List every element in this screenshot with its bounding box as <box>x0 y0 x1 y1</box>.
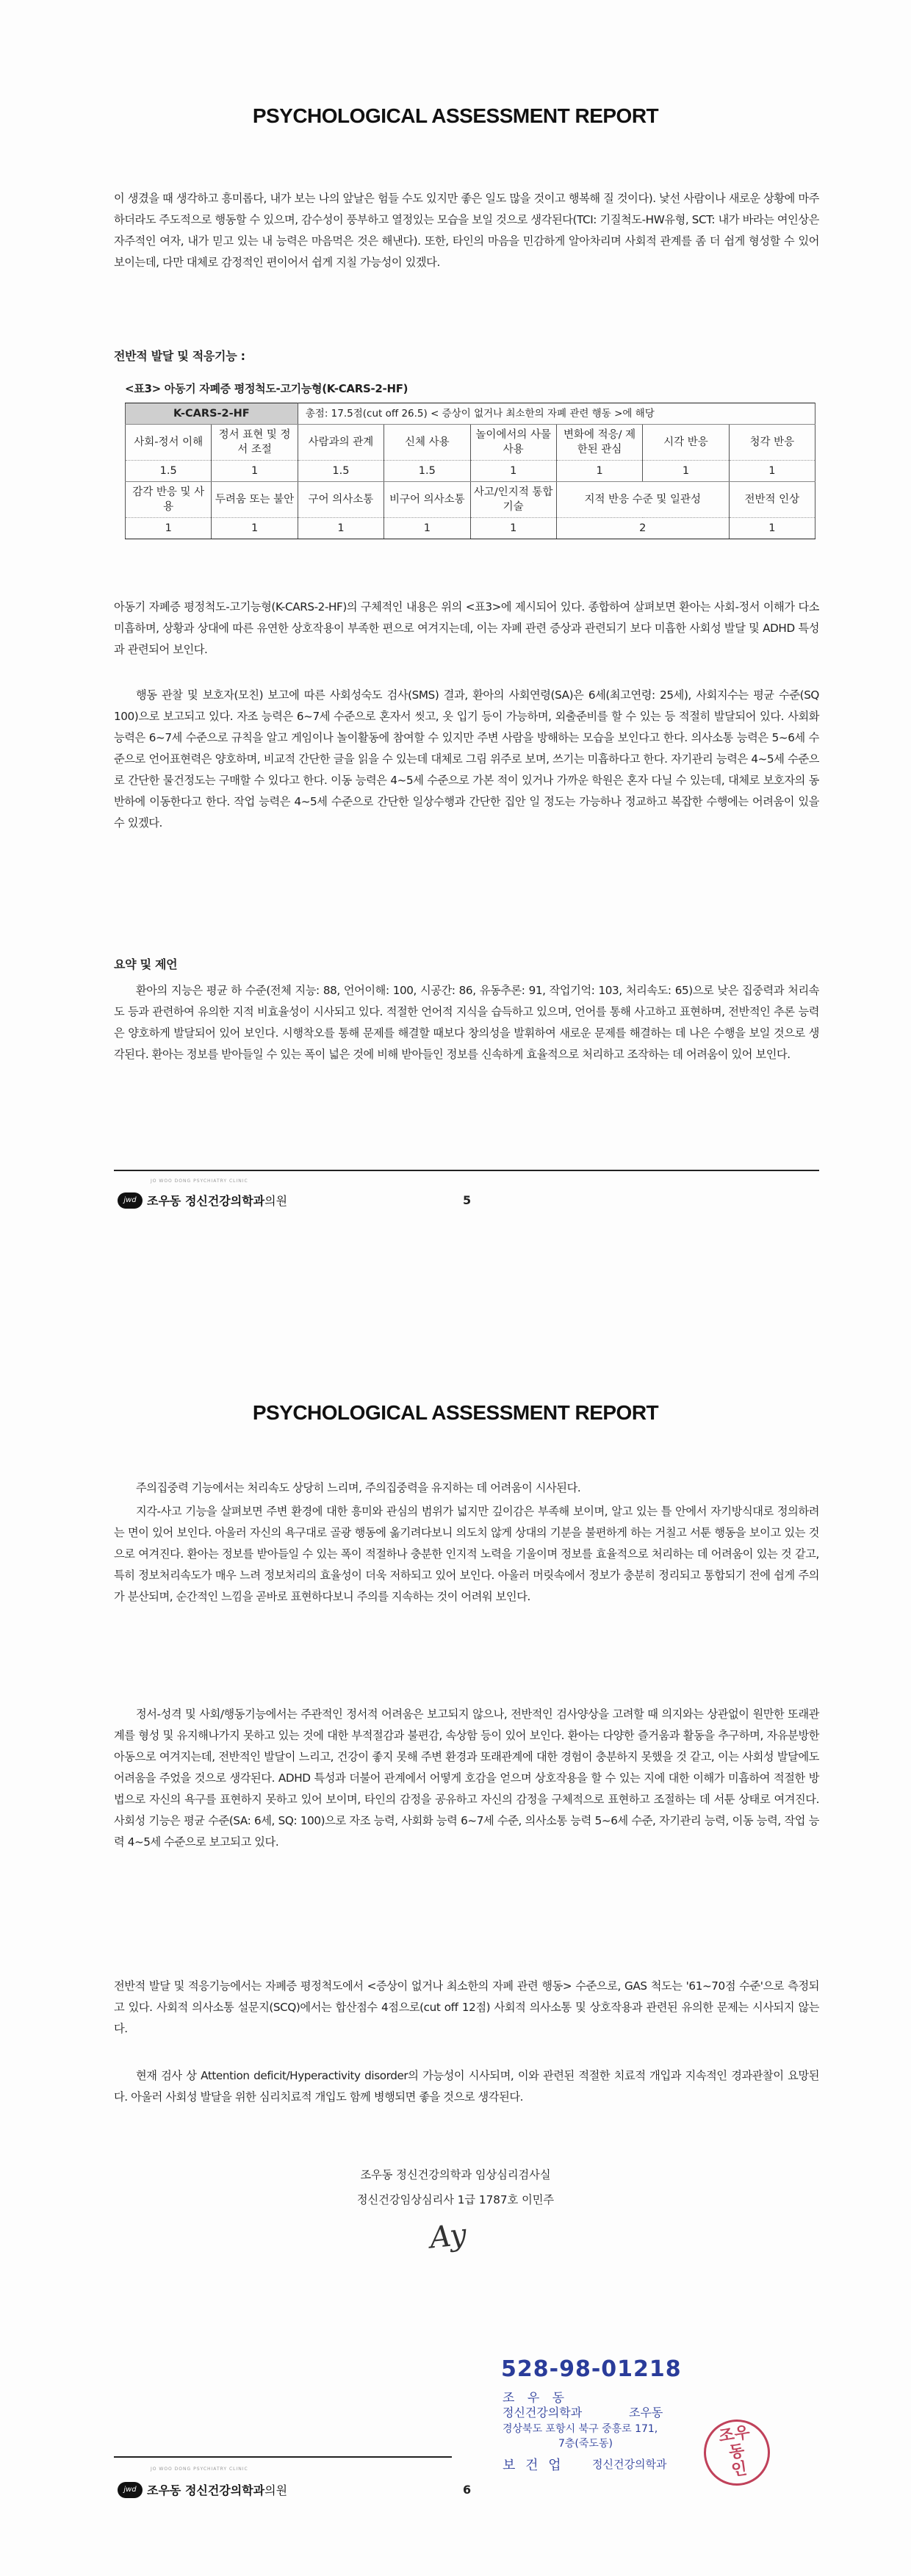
stamp-address-1: 경상북도 포항시 북구 중흥로 171, <box>503 2423 658 2435</box>
table-cell-label: 두려움 또는 불안 <box>212 482 298 518</box>
table-cell-value: 2 <box>556 518 729 539</box>
table-cell-value: 1 <box>643 461 729 482</box>
signature-psychologist: 정신건강임상심리사 1급 1787호 이민주 <box>356 2193 555 2206</box>
table-cell-value: 1 <box>126 518 212 539</box>
footer-divider <box>114 1170 819 1171</box>
official-seal <box>699 2415 774 2490</box>
table-header-score: 총점: 17.5점(cut off 26.5) < 증상이 없거나 최소한의 자폐 관련 행동 >에 해당 <box>298 403 815 425</box>
emotion-paragraph: 정서-성격 및 사회/행동기능에서는 주관적인 정서적 어려움은 보고되지 않으나, 전반적인 검사양상을 고려할 때 의지와는 상관없이 원만한 또래관계를 형성 및 유지해나가지 못하고 있는 것에 대한 부적절감과 불편감, 속상함 등이 있어 보인다. 환아는 다양한 즐거움과 활동을 추구하며, 자유분방한 아동으로 여겨지는데, 전반적인 발달이 느리고, 건강이 좋지 못해 주변 환경과 또래관계에 대한 경험이 충분하지 못했을 것 같고, 이는 사회성 발달에도 어려움을 주었을 것으로 생각된다. ADHD 특성과 더불어 관계에서 어떻게 호감을 얻으며 상호작용을 할 수 있는 지에 대한 이해가 미흡하여 적절한 방법으로 자신의 욕구를 표현하지 못하고 있어 보이며, 타인의 감정을 공유하고 자신의 감정을 구체적으로 표현하고 조절하는 데 서툰 상태로 여겨진다. 사회성 기능은 평균 수준(SA: 6세, SQ: 100)으로 자조 능력, 사회화 능력 6~7세 수준, 의사소통 능력 5~6세 수준, 자기관리 능력, 이동 능력, 작업 능력 4~5세 수준으로 보고되고 있다. <box>114 1708 819 1849</box>
clinic-logo-icon: jwd <box>118 2482 143 2498</box>
stamp-name: 조 우 동 <box>503 2391 569 2406</box>
footer-logo <box>118 1192 287 1209</box>
table-cell-label: 사고/인지적 통합기술 <box>470 482 556 518</box>
footer-clinic-name <box>147 1192 287 1209</box>
footer-clinic-suffix: 의원 <box>264 1194 288 1208</box>
perception-paragraph: 지각-사고 기능을 살펴보면 주변 환경에 대한 흥미와 관심의 범위가 넓지만 깊이감은 부족해 보이며, 알고 있는 틀 안에서 자기방식대로 정의하려는 면이 있어 보인다. 아울러 자신의 욕구대로 골광 행동에 옮기려다보니 의도치 않게 상대의 기분을 불편하게 하는 거칠고 서툰 행동을 보이고 있는 것으로 여겨진다. 환아는 정보를 받아들일 수 있는 폭이 적절하나 충분한 인지적 노력을 기울이며 정보를 효율적으로 처리하는 데 어려움이 있는 것 같고, 특히 정보처리속도가 매우 느려 정보처리의 효율성이 더욱 저하되고 있어 보인다. 아울러 머릿속에서 정보가 충분히 정리되고 통합되기 전에 쉽게 주의가 분산되며, 순간적인 느낌을 곧바로 표현하다보니 주의를 지속하는 것이 어려워 보인다. <box>114 1505 819 1603</box>
table-cell-label: 전반적 인상 <box>729 482 815 518</box>
page-number: 5 <box>463 1193 472 1207</box>
table-header-label: K-CARS-2-HF <box>126 403 298 425</box>
footer-clinic-name <box>147 2481 287 2498</box>
stamp-registration-number: 528-98-01218 <box>501 2356 682 2382</box>
table-cell-label: 변화에 적응/ 제한된 관심 <box>556 425 642 461</box>
recommendation-paragraph: 현재 검사 상 Attention deficit/Hyperactivity disorder의 가능성이 시사되며, 이와 관련된 적절한 치료적 개입과 지속적인 경과관찰이 요망된다. 아울러 사회성 발달을 위한 심리치료적 개입도 함께 병행되면 좋을 것으로 생각된다. <box>114 2069 819 2104</box>
table-cell-value: 1 <box>470 461 556 482</box>
handwritten-signature: Ay <box>428 2217 469 2256</box>
intro-paragraph: 이 생겼을 때 생각하고 흥미롭다, 내가 보는 나의 앞날은 험들 수도 있지만 좋은 일도 많을 것이고 행복해 질 것이다). 낯선 사람이나 새로운 상황에 마주하더라도 주도적으로 행동할 수 있으며, 감수성이 풍부하고 열정있는 모습을 보일 것으로 생각된다(TCI: 기질척도-HW유형, SCT: 내가 바라는 여인상은 자주적인 여자, 내가 믿고 있는 내 능력은 마음먹은 것은 해낸다). 또한, 타인의 마음을 민감하게 알아차리며 사회적 관계를 좀 더 쉽게 형성할 수 있어 보이는데, 다만 대체로 감정적인 편이어서 쉽게 지칠 가능성이 있겠다. <box>114 192 819 269</box>
stamp-address-2: 7층(죽도동) <box>558 2438 613 2450</box>
table-cell-value: 1.5 <box>384 461 470 482</box>
clinic-logo-icon: jwd <box>118 1192 143 1209</box>
table-cell-value: 1 <box>384 518 470 539</box>
table-cell-value: 1 <box>470 518 556 539</box>
table-cell-label: 사람과의 관계 <box>298 425 384 461</box>
page-number: 6 <box>463 2483 472 2497</box>
development-paragraph: 행동 관찰 및 보호자(모친) 보고에 따른 사회성숙도 검사(SMS) 결과, 환아의 사회연령(SA)은 6세(최고연령: 25세), 사회지수는 평균 수준(SQ 100)으로 보고되고 있다. 자조 능력은 6~7세 수준으로 혼자서 씻고, 옷 입기 등이 가능하며, 외출준비를 할 수 있는 등 적절히 발달되어 있다. 사회화 능력은 6~7세 수준으로 규칙을 알고 게임이나 놀이활동에 참여할 수 있지만 주변 사람을 방해하는 모습을 보인다고 한다. 의사소통 능력은 5~6세 수준으로 언어표현력은 양호하며, 비교적 간단한 글을 읽을 수 있는데 대체로 그림 위주로 보며, 쓰기는 미흡하다고 한다. 자기관리 능력은 4~5세 수준으로 간단한 물건정도는 구매할 수 있다고 한다. 이동 능력은 4~5세 수준으로 가본 적이 있거나 가까운 학원은 혼자 다닐 수 있는데, 대체로 보호자의 동반하에 이동한다고 한다. 작업 능력은 4~5세 수준으로 간단한 일상수행과 간단한 집안 일 정도는 가능하나 정교하고 복잡한 수행에는 어려움이 있을 수 있겠다. <box>114 688 819 830</box>
stamp-owner: 조우동 <box>629 2406 663 2420</box>
attention-paragraph: 주의집중력 기능에서는 처리속도 상당히 느리며, 주의집중력을 유지하는 데 어려움이 시사된다. <box>136 1481 581 1494</box>
table-cell-label: 지적 반응 수준 및 일관성 <box>556 482 729 518</box>
summary-paragraph: 환아의 지능은 평균 하 수준(전체 지능: 88, 언어이해: 100, 시공간: 86, 유동추론: 91, 작업기억: 103, 처리속도: 65)으로 낮은 집중력과 처리속도 등과 관련하여 유의한 지적 비효율성이 시사되고 있다. 적절한 언어적 지식을 습득하고 있으며, 언어를 통해 사고하고 표현하며, 전반적인 추론 능력은 양호하게 발달되어 있어 보인다. 시행착오를 통해 문제를 해결할 때보다 창의성을 발휘하여 새로운 문제를 해결하는 데 나은 수행을 보일 것으로 생각된다. 환아는 정보를 받아들일 수 있는 폭이 넓은 것에 비해 받아들인 정보를 신속하게 효율적으로 처리하고 조작하는 데 어려움이 있어 보인다. <box>114 984 819 1061</box>
table-cell-label: 감각 반응 및 사용 <box>126 482 212 518</box>
table-cell-label: 신체 사용 <box>384 425 470 461</box>
table-cell-label: 시각 반응 <box>643 425 729 461</box>
table-cell-value: 1 <box>729 461 815 482</box>
table-cell-value: 1 <box>212 461 298 482</box>
table-cell-value: 1.5 <box>126 461 212 482</box>
footer-clinic-suffix: 의원 <box>264 2483 288 2497</box>
report-title: PSYCHOLOGICAL ASSESSMENT REPORT <box>252 1401 659 1424</box>
table-cell-label: 정서 표현 및 정서 조절 <box>212 425 298 461</box>
table-cell-value: 1 <box>556 461 642 482</box>
k-cars-table <box>125 403 815 539</box>
footer-divider-left <box>114 2456 452 2458</box>
table-caption: <표3> 아동기 자폐증 평정척도-고기능형(K-CARS-2-HF) <box>125 382 408 395</box>
footer-logo <box>118 2481 287 2498</box>
footer-tagline: JO WOO DONG PSYCHIATRY CLINIC <box>151 1179 248 1184</box>
footer-tagline: JO WOO DONG PSYCHIATRY CLINIC <box>151 2467 248 2472</box>
development-section-heading: 전반적 발달 및 적응기능 : <box>114 349 245 363</box>
footer-clinic-text: 조우동 정신건강의학과 <box>147 2483 265 2497</box>
table-interpretation-paragraph: 아동기 자폐증 평정척도-고기능형(K-CARS-2-HF)의 구체적인 내용은 위의 <표3>에 제시되어 있다. 종합하여 살펴보면 환아는 사회-정서 이해가 다소 미흡하며, 상황과 상대에 따른 유연한 상호작용이 부족한 편으로 여겨지는데, 이는 자폐 관련 증상과 관련되기 보다 미흡한 사회성 발달 및 ADHD 특성과 관련되어 보인다. <box>114 600 819 656</box>
table-cell-label: 청각 반응 <box>729 425 815 461</box>
stamp-category-value: 정신건강의학과 <box>592 2458 667 2471</box>
report-title: PSYCHOLOGICAL ASSESSMENT REPORT <box>252 104 659 127</box>
adaptation-paragraph: 전반적 발달 및 적응기능에서는 자폐증 평정척도에서 <증상이 없거나 최소한의 자폐 관련 행동> 수준으로, GAS 척도는 '61~70점 수준'으로 측정되고 있다. 사회적 의사소통 설문지(SCQ)에서는 합산점수 4점으로(cut off 12점) 사회적 의사소통 및 상호작용과 관련된 유의한 문제는 시사되지 않는다. <box>114 1979 819 2035</box>
stamp-clinic: 정신건강의학과 <box>503 2406 583 2420</box>
table-cell-label: 사회-정서 이해 <box>126 425 212 461</box>
table-cell-label: 놀이에서의 사물사용 <box>470 425 556 461</box>
table-cell-label: 비구어 의사소통 <box>384 482 470 518</box>
report-page-6 <box>0 1288 911 2576</box>
summary-heading: 요약 및 제언 <box>114 957 178 971</box>
table-cell-value: 1 <box>212 518 298 539</box>
table-cell-value: 1 <box>298 518 384 539</box>
table-cell-value: 1 <box>729 518 815 539</box>
seal-text: 조우동 인 <box>717 2423 752 2480</box>
signature-department: 조우동 정신건강의학과 임상심리검사실 <box>360 2168 551 2181</box>
table-cell-label: 구어 의사소통 <box>298 482 384 518</box>
footer-clinic-text: 조우동 정신건강의학과 <box>147 1194 265 1208</box>
stamp-category-label: 보 건 업 <box>503 2458 564 2473</box>
table-cell-value: 1.5 <box>298 461 384 482</box>
